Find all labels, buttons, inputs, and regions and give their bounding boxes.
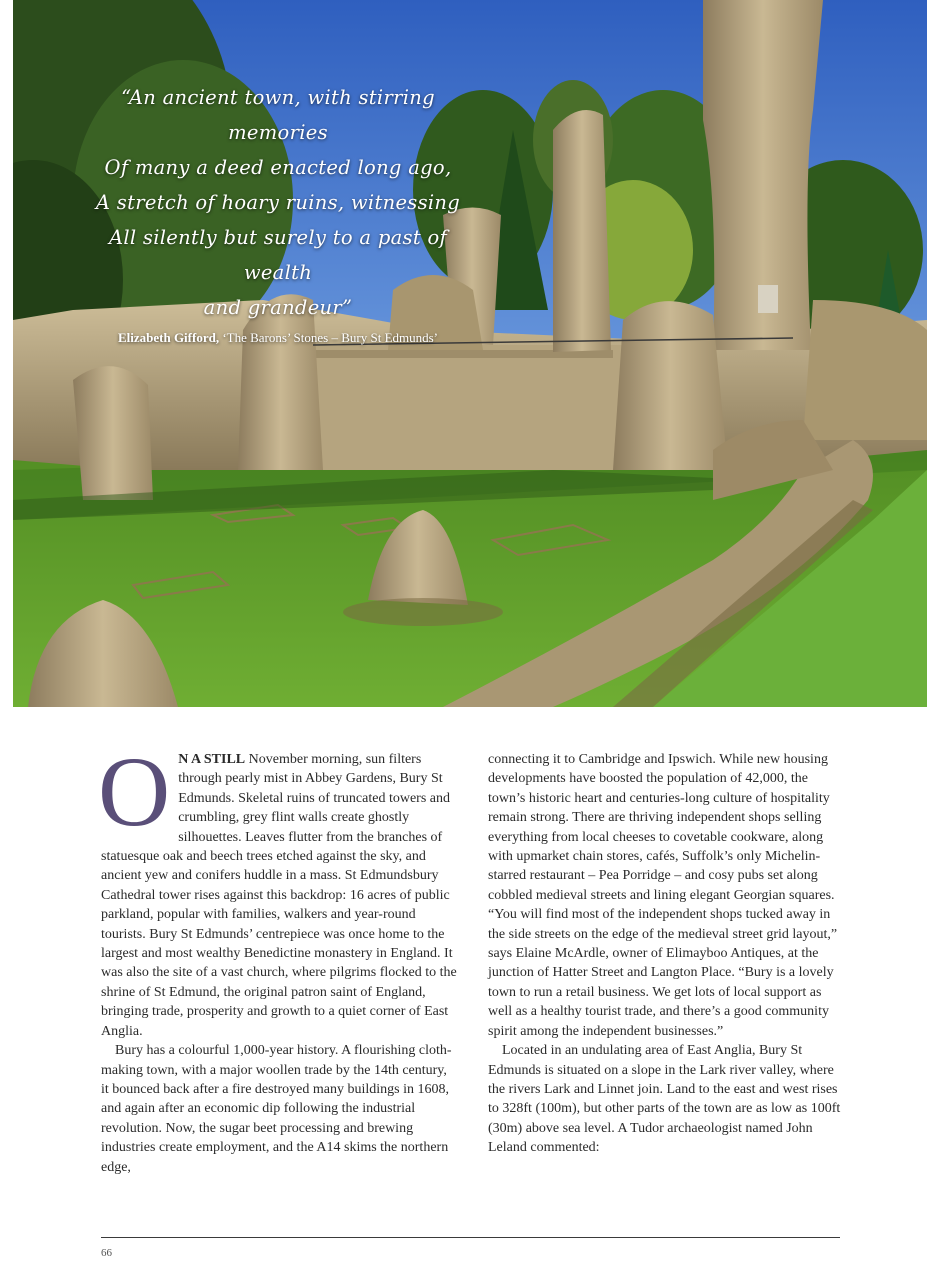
article-paragraph: Bury has a colourful 1,000-year history. A flourishing cloth-making town, with a major woollen trade by the 14th century, it bounced back after a fire destroyed many buildings in 1608, and again after an economic dip following the industrial revolution. Now, the sugar beet processing and brewing industries create employment, and the A14 skims the northern edge, [101,1043,452,1175]
article-column-left [98,736,457,1177]
lead-in: N A STILL [178,752,246,767]
quote-author: Elizabeth Gifford, [117,330,220,345]
quote-line: All silently but surely to a past of wealth [108,226,448,284]
article-paragraph: Located in an undulating area of East Anglia, Bury St Edmunds is situated on a slope in the Lark river valley, where the rivers Lark and Linnet join. Land to the east and west rises to 328ft (100m), but other parts of the town are as low as 100ft (30m) above sea level. A Tudor archaeologist named John Leland commented: [488,1043,841,1156]
quote-line: “An ancient town, with stirring memories [121,86,435,144]
hero-photo [13,0,927,707]
quote-source: ‘The Barons’ Stones – Bury St Edmunds’ [219,330,439,345]
drop-cap: O [98,736,171,847]
quote-attribution [73,329,483,347]
quote-line: A stretch of hoary ruins, witnessing [95,191,461,214]
pull-quote [73,80,483,347]
article-paragraph [98,736,457,1041]
quote-line: and grandeur” [203,296,353,319]
article-paragraph: connecting it to Cambridge and Ipswich. While new housing developments have boosted the population of 42,000, the town’s historic heart and centuries-long culture of hospitality remain strong. There are thriving independent shops selling everything from local cheeses to covetable cookware, along with upmarket chain stores, cafés, Suffolk’s only Michelin-starred restaurant – Pea Porridge – and cosy pubs set along cobbled medieval streets and lining elegant Georgian squares. “You will find most of the independent shops tucked away in the side streets on the edge of the medieval street grid layout,” says Elaine McArdle, owner of Elimayboo Antiques, at the junction of Hatter Street and Langton Place. “Bury is a lovely town to run a retail business. We get lots of local support as well as a healthy tourist trade, and there’s a good community spirit among the independent businesses.” [488,752,838,1039]
page-number: 66 [101,1247,112,1259]
quote-line: Of many a deed enacted long ago, [104,156,452,179]
article-column-right [488,750,844,1158]
paragraph-text: November morning, sun filters through pearly mist in Abbey Gardens, Bury St Edmunds. Skeletal ruins of truncated towers and crumbling, grey flint walls create ghostly silhouettes. Leaves flutter from the branches of statuesque oak and beech trees etched against the sky, and ancient yew and conifers huddle in a mass. St Edmundsbury Cathedral tower rises against this backdrop: 16 acres of public parkland, popular with families, walkers and year-round tourists. Bury St Edmunds’ centrepiece was once home to the largest and most wealthy Benedictine monastery in England. It was also the site of a vast church, where pilgrims flocked to the shrine of St Edmund, the original patron saint of England, bringing trade, prosperity and growth to a quiet corner of East Anglia. [101,752,457,1039]
footer-rule [101,1237,840,1238]
